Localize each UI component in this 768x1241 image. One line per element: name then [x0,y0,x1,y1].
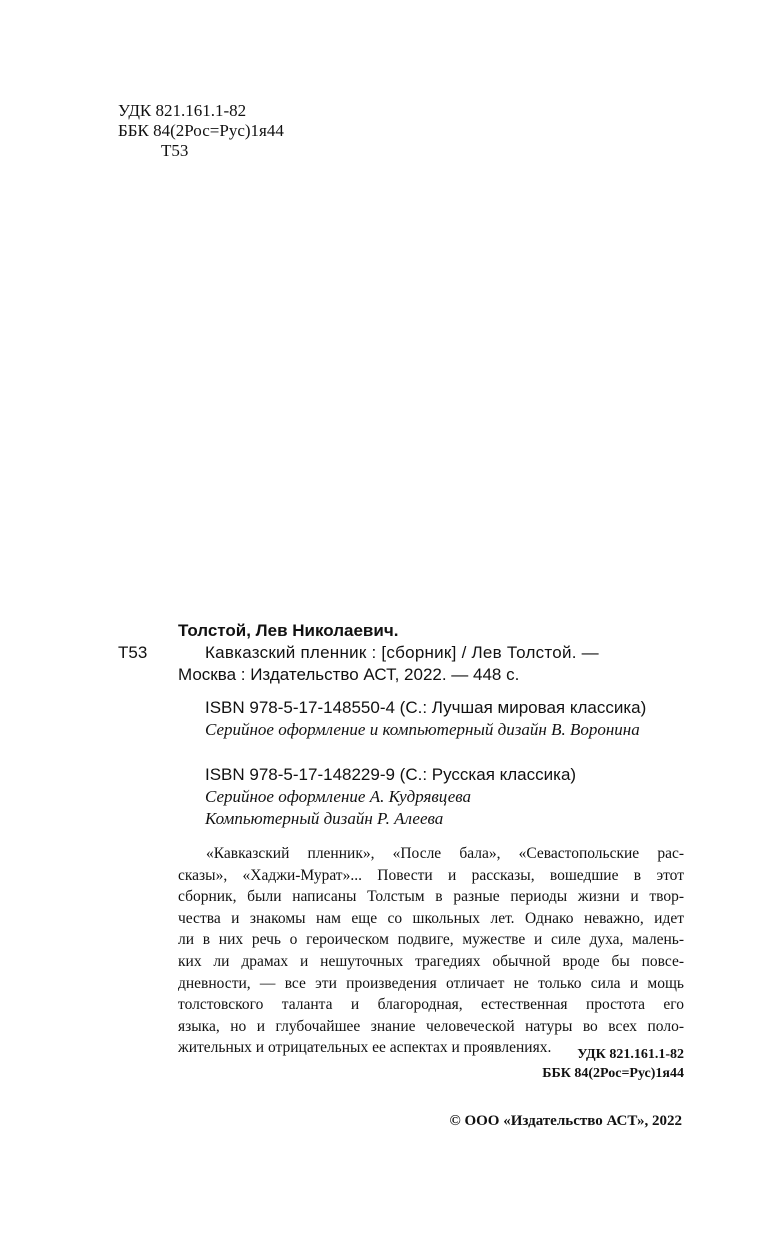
bottom-udk-code: УДК 821.161.1-82 [577,1047,684,1062]
annotation-line: ли в них речь о героическом подвиге, мужестве и силе духа, малень- [178,931,684,949]
isbn-2-series-design-credit: Серийное оформление А. Кудрявцева [205,787,472,806]
annotation-line: сборник, были написаны Толстым в разные периоды жизни и твор- [178,888,684,906]
annotation-line: жительных и отрицательных ее аспектах и проявлениях. [178,1039,552,1057]
isbn-1: ISBN 978-5-17-148550-4 (С.: Лучшая мировая классика) [205,698,647,717]
annotation-line: дневности, — все эти произведения отличает не только сила и мощь [178,974,684,992]
annotation-line: сказы», «Хаджи-Мурат»... Повести и рассказы, вошедшие в этот [178,866,684,884]
annotation-line: толстовского таланта и благородная, естественная простота его [178,996,684,1014]
author-heading: Толстой, Лев Николаевич. [178,621,399,640]
isbn-2-computer-design-credit: Компьютерный дизайн Р. Алеева [205,809,444,828]
annotation-line: чества и знакомы нам еще со школьных лет. Однако неважно, идет [178,909,684,927]
record-title-line-1: Кавказский пленник : [сборник] / Лев Толстой. — [205,643,599,662]
annotation-line: языка, но и глубочайшее знание человеческой натуры во всех поло- [178,1017,684,1035]
annotation-paragraph [178,843,684,1059]
bottom-bbk-code: ББК 84(2Рос=Рус)1я44 [542,1066,684,1081]
copyright-notice: © ООО «Издательство АСТ», 2022 [449,1113,682,1129]
isbn-2: ISBN 978-5-17-148229-9 (С.: Русская классика) [205,765,577,784]
annotation-line: «Кавказский пленник», «После бала», «Севастопольские рас- [206,845,684,862]
annotation-line: ких ли драмах и нешуточных трагедиях обычной вроде бы повсе- [178,952,684,970]
top-bbk-code: ББК 84(2Рос=Рус)1я44 [118,121,284,140]
record-title-line-2: Москва : Издательство АСТ, 2022. — 448 с. [178,665,520,684]
isbn-1-design-credit: Серийное оформление и компьютерный дизайн В. Воронина [205,720,640,739]
top-udk-code: УДК 821.161.1-82 [118,101,247,120]
record-author-mark: Т53 [118,643,148,662]
top-author-mark: Т53 [161,141,189,160]
